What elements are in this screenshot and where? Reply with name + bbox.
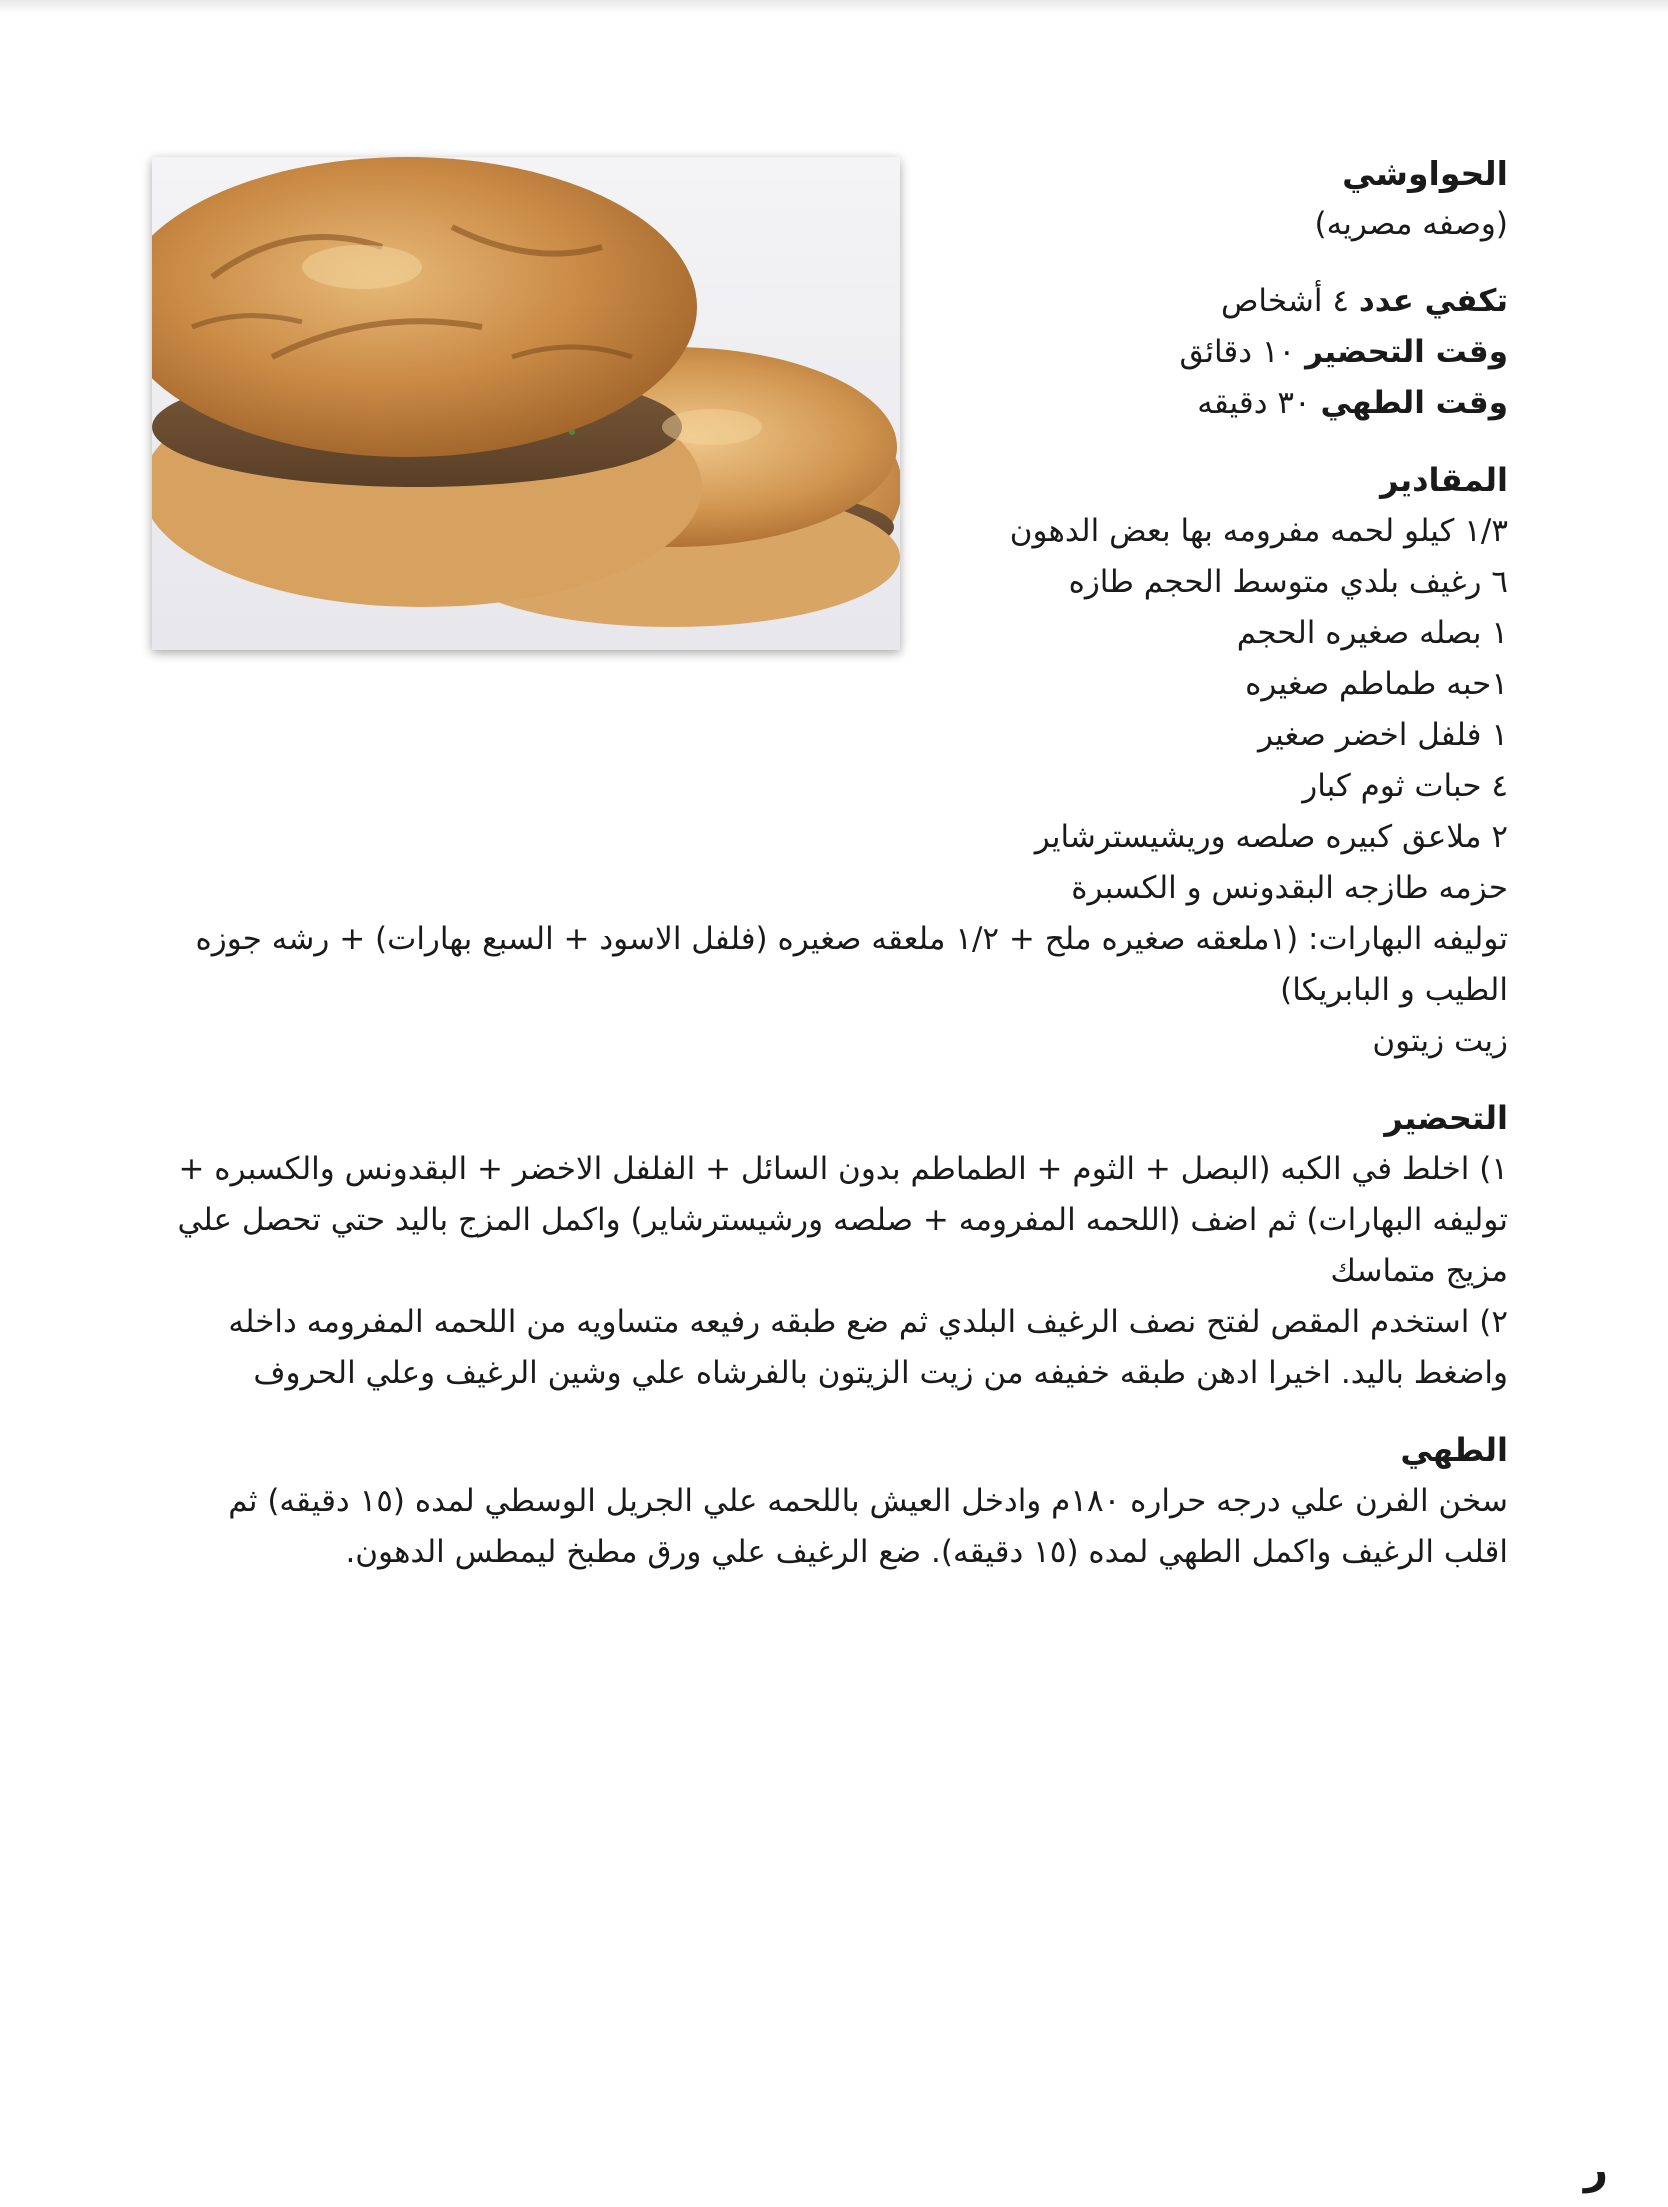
- cook-instructions: سخن الفرن علي درجه حراره ١٨٠م وادخل العيش باللحمه علي الجريل الوسطي لمده (١٥ دقيقه) ثم اقلب الرغيف واكمل الطهي لمده (١٥ دقيقه). ضع الرغيف علي ورق مطبخ ليمطس الدهون.: [228, 1483, 1508, 1570]
- prep-time-value: ١٠ دقائق: [1179, 334, 1296, 370]
- ingredients-heading: المقادير: [1380, 461, 1508, 499]
- cook-heading: الطهي: [1400, 1431, 1508, 1469]
- ingredient-item: ٤ حبات ثوم كبار: [1302, 768, 1508, 804]
- prep-time-label: وقت التحضير: [1305, 334, 1508, 370]
- recipe-title: الحواوشي: [1342, 154, 1508, 193]
- recipe-subtitle: (وصفه مصريه): [1314, 206, 1508, 242]
- cook-time-value: ٣٠ دقيقه: [1197, 385, 1311, 421]
- ingredient-item: ١/٣ كيلو لحمه مفرومه بها بعض الدهون: [1009, 513, 1508, 549]
- corner-mark: ر: [1583, 2144, 1608, 2193]
- recipe-body: [168, 148, 1508, 1578]
- ingredient-item-spices: توليفه البهارات: (١ملعقه صغيره ملح + ١/٢ ملعقه صغيره (فلفل الاسود + السبع بهارات) + رشه جوزه الطيب و البابريكا): [195, 921, 1508, 1008]
- ingredient-item: ١ فلفل اخضر صغير: [1258, 717, 1508, 753]
- top-edge-shadow: [0, 0, 1668, 14]
- ingredient-item: ٦ رغيف بلدي متوسط الحجم طازه: [1068, 564, 1508, 600]
- prep-time-line: [168, 327, 1508, 378]
- servings-label: تكفي عدد: [1358, 283, 1508, 319]
- ingredient-item: حزمه طازجه البقدونس و الكسبرة: [1071, 870, 1508, 906]
- spacer: [168, 250, 1508, 276]
- ingredient-item: ١ بصله صغيره الحجم: [1236, 615, 1508, 651]
- cook-time-line: [168, 378, 1508, 429]
- ingredient-item: زيت زيتون: [1372, 1023, 1508, 1059]
- ingredient-item: ١حبه طماطم صغيره: [1245, 666, 1508, 702]
- servings-line: [168, 276, 1508, 327]
- servings-value: ٤ أشخاص: [1220, 283, 1349, 319]
- ingredient-item: ٢ ملاعق كبيره صلصه وريشيسترشاير: [1034, 819, 1508, 855]
- prep-step: ٢) استخدم المقص لفتح نصف الرغيف البلدي ثم ضع طبقه رفيعه متساويه من اللحمه المفرومه داخله واضغط باليد. اخيرا ادهن طبقه خفيفه من زيت الزيتون بالفرشاه علي وشين الرغيف وعلي الحروف: [228, 1304, 1508, 1391]
- prep-heading: التحضير: [1384, 1099, 1508, 1137]
- cook-time-label: وقت الطهي: [1320, 385, 1508, 421]
- prep-step: ١) اخلط في الكبه (البصل + الثوم + الطماطم بدون السائل + الفلفل الاخضر + البقدونس والكسبره + توليفه البهارات) ثم اضف (اللحمه المفرومه + صلصه ورشيسترشاير) واكمل المزج باليد حتي تحصل علي مزيج متماسك: [177, 1151, 1508, 1289]
